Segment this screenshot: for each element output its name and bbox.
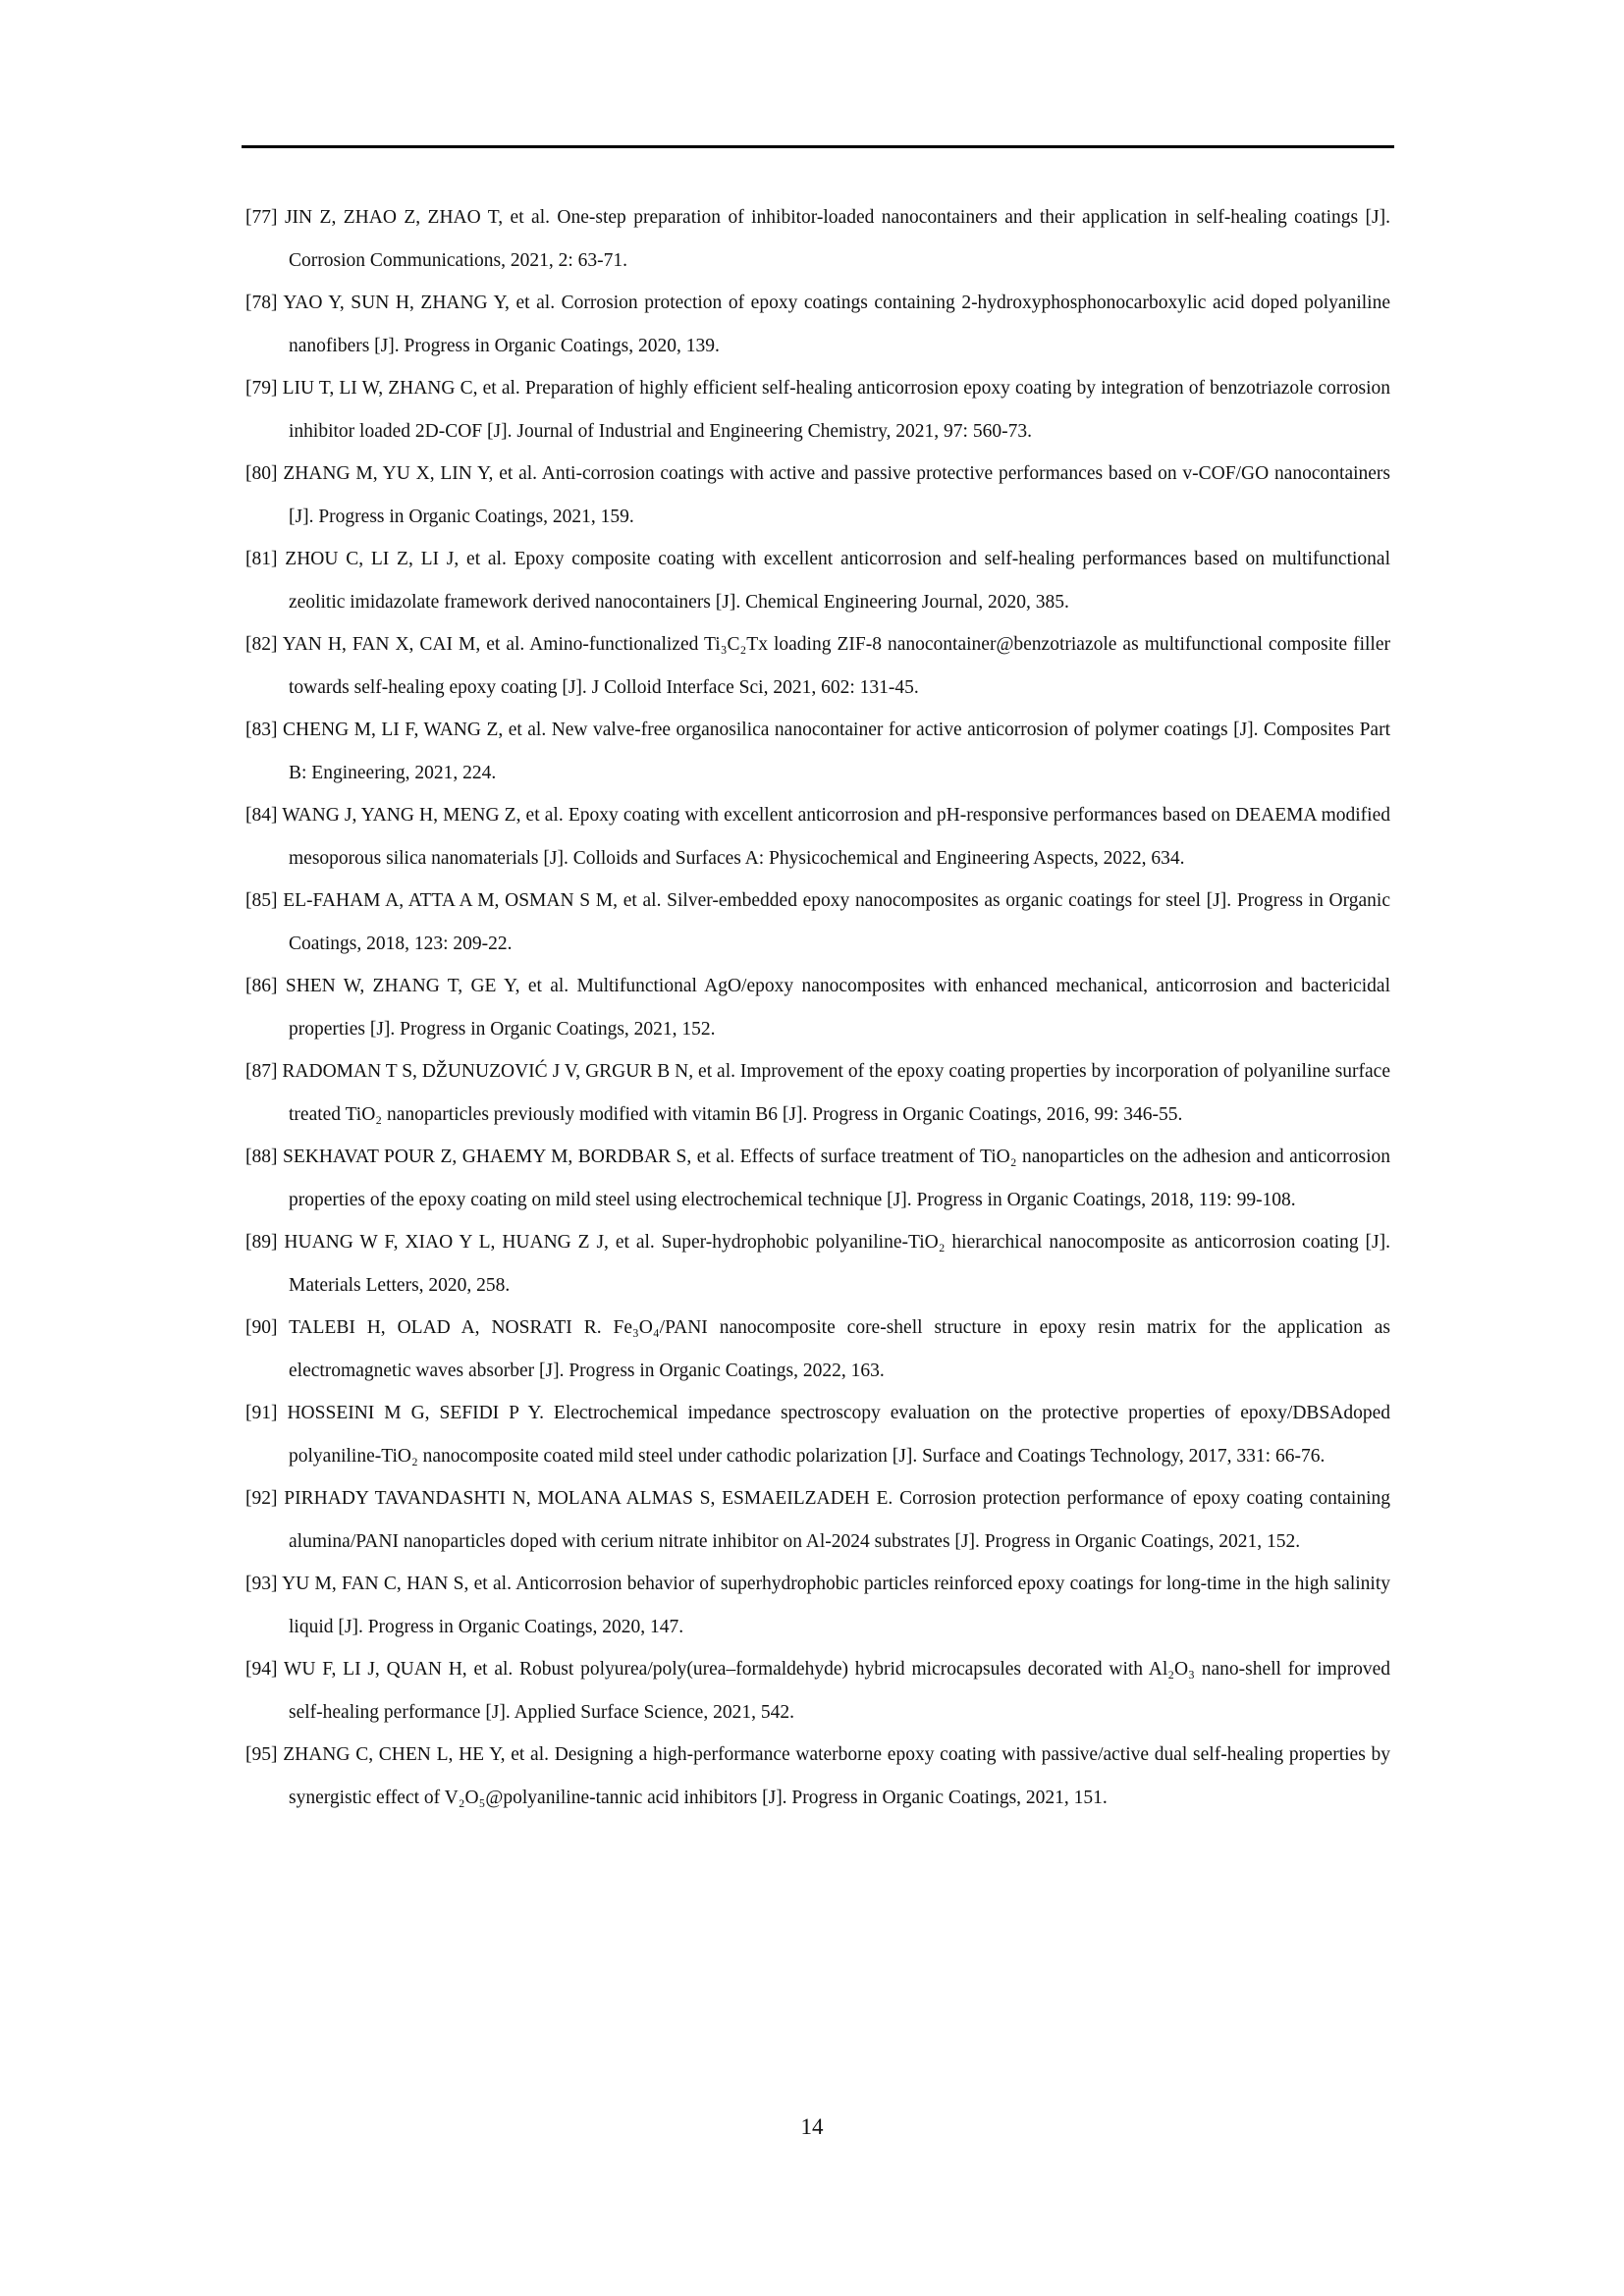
reference-item <box>245 282 1390 367</box>
reference-text: WANG J, YANG H, MENG Z, et al. Epoxy coating with excellent anticorrosion and pH-responsive performances based on DEAEMA modified mesoporous silica nanomaterials [J]. Colloids and Surfaces A: Physicochemical and Engineering Aspects, 2022, 634. <box>282 805 1391 869</box>
reference-number: [87] <box>245 1061 278 1082</box>
reference-text: HUANG W F, XIAO Y L, HUANG Z J, et al. Super-hydrophobic polyaniline-TiO₂ hierarchical nanocomposite as anticorrosion coating [J]. Materials Letters, 2020, 258. <box>284 1232 1391 1296</box>
reference-item <box>245 367 1390 453</box>
reference-number: [85] <box>245 890 278 911</box>
reference-item <box>245 794 1390 880</box>
reference-text: TALEBI H, OLAD A, NOSRATI R. Fe₃O₄/PANI nanocomposite core-shell structure in epoxy resin matrix for the application as electromagnetic waves absorber [J]. Progress in Organic Coatings, 2022, 163. <box>289 1317 1390 1381</box>
reference-number: [95] <box>245 1744 278 1765</box>
reference-list <box>245 196 1390 1819</box>
reference-item <box>245 1392 1390 1477</box>
reference-item <box>245 1136 1390 1221</box>
reference-text: HOSSEINI M G, SEFIDI P Y. Electrochemical impedance spectroscopy evaluation on the protective properties of epoxy/DBSAdoped polyaniline-TiO₂ nanocomposite coated mild steel under cathodic polarization [J]. Surface and Coatings Technology, 2017, 331: 66-76. <box>287 1403 1390 1467</box>
reference-item <box>245 538 1390 623</box>
reference-text: YAO Y, SUN H, ZHANG Y, et al. Corrosion protection of epoxy coatings containing 2-hydroxyphosphonocarboxylic acid doped polyaniline nanofibers [J]. Progress in Organic Coatings, 2020, 139. <box>283 293 1391 356</box>
reference-item <box>245 965 1390 1050</box>
reference-item <box>245 1648 1390 1734</box>
reference-item <box>245 1050 1390 1136</box>
reference-text: RADOMAN T S, DŽUNUZOVIĆ J V, GRGUR B N, et al. Improvement of the epoxy coating properties by incorporation of polyaniline surface treated TiO₂ nanoparticles previously modified with vitamin B6 [J]. Progress in Organic Coatings, 2016, 99: 346-55. <box>282 1061 1390 1125</box>
reference-number: [81] <box>245 549 278 569</box>
reference-number: [94] <box>245 1659 278 1680</box>
reference-text: ZHANG C, CHEN L, HE Y, et al. Designing a high-performance waterborne epoxy coating with passive/active dual self-healing properties by synergistic effect of V₂O₅@polyaniline-tannic acid inhibitors [J]. Progress in Organic Coatings, 2021, 151. <box>283 1744 1391 1808</box>
reference-number: [89] <box>245 1232 278 1253</box>
reference-item <box>245 1734 1390 1819</box>
reference-number: [91] <box>245 1403 278 1423</box>
page-number: 14 <box>800 2114 824 2139</box>
reference-item <box>245 453 1390 538</box>
reference-text: CHENG M, LI F, WANG Z, et al. New valve-free organosilica nanocontainer for active anticorrosion of polymer coatings [J]. Composites Part B: Engineering, 2021, 224. <box>282 720 1391 783</box>
reference-text: YAN H, FAN X, CAI M, et al. Amino-functionalized Ti₃C₂Tx loading ZIF-8 nanocontainer@benzotriazole as multifunctional composite filler towards self-healing epoxy coating [J]. J Colloid Interface Sci, 2021, 602: 131-45. <box>282 634 1390 698</box>
reference-item <box>245 1221 1390 1307</box>
reference-number: [79] <box>245 378 278 399</box>
reference-text: SEKHAVAT POUR Z, GHAEMY M, BORDBAR S, et al. Effects of surface treatment of TiO₂ nanoparticles on the adhesion and anticorrosion properties of the epoxy coating on mild steel using electrochemical technique [J]. Progress in Organic Coatings, 2018, 119: 99-108. <box>282 1147 1390 1210</box>
reference-item <box>245 1477 1390 1563</box>
reference-number: [78] <box>245 293 278 313</box>
reference-number: [92] <box>245 1488 278 1509</box>
reference-text: PIRHADY TAVANDASHTI N, MOLANA ALMAS S, ESMAEILZADEH E. Corrosion protection performance of epoxy coating containing alumina/PANI nanoparticles doped with cerium nitrate inhibitor on Al-2024 substrates [J]. Progress in Organic Coatings, 2021, 152. <box>284 1488 1390 1552</box>
header-rule <box>242 145 1394 148</box>
reference-text: SHEN W, ZHANG T, GE Y, et al. Multifunctional AgO/epoxy nanocomposites with enhanced mechanical, anticorrosion and bactericidal properties [J]. Progress in Organic Coatings, 2021, 152. <box>285 976 1391 1040</box>
reference-number: [88] <box>245 1147 278 1167</box>
reference-text: JIN Z, ZHAO Z, ZHAO T, et al. One-step preparation of inhibitor-loaded nanocontainers and their application in self-healing coatings [J]. Corrosion Communications, 2021, 2: 63-71. <box>284 207 1390 271</box>
reference-number: [90] <box>245 1317 278 1338</box>
reference-number: [80] <box>245 463 278 484</box>
reference-text: ZHANG M, YU X, LIN Y, et al. Anti-corrosion coatings with active and passive protective performances based on v-COF/GO nanocontainers [J]. Progress in Organic Coatings, 2021, 159. <box>283 463 1391 527</box>
reference-text: EL-FAHAM A, ATTA A M, OSMAN S M, et al. Silver-embedded epoxy nanocomposites as organic coatings for steel [J]. Progress in Organic Coatings, 2018, 123: 209-22. <box>283 890 1390 954</box>
reference-item <box>245 880 1390 965</box>
reference-item <box>245 623 1390 709</box>
reference-number: [77] <box>245 207 278 228</box>
reference-text: ZHOU C, LI Z, LI J, et al. Epoxy composite coating with excellent anticorrosion and self-healing performances based on multifunctional zeolitic imidazolate framework derived nanocontainers [J]. Chemical Engineering Journal, 2020, 385. <box>285 549 1390 613</box>
reference-item <box>245 196 1390 282</box>
reference-number: [84] <box>245 805 278 826</box>
reference-item <box>245 1307 1390 1392</box>
reference-item <box>245 709 1390 794</box>
reference-number: [83] <box>245 720 278 740</box>
reference-item <box>245 1563 1390 1648</box>
reference-number: [86] <box>245 976 278 996</box>
reference-text: WU F, LI J, QUAN H, et al. Robust polyurea/poly(urea–formaldehyde) hybrid microcapsules decorated with Al₂O₃ nano-shell for improved self-healing performance [J]. Applied Surface Science, 2021, 542. <box>283 1659 1390 1723</box>
reference-number: [93] <box>245 1574 278 1594</box>
reference-number: [82] <box>245 634 278 655</box>
reference-text: LIU T, LI W, ZHANG C, et al. Preparation of highly efficient self-healing anticorrosion epoxy coating by integration of benzotriazole corrosion inhibitor loaded 2D-COF [J]. Journal of Industrial and Engineering Chemistry, 2021, 97: 560-73. <box>282 378 1390 442</box>
reference-text: YU M, FAN C, HAN S, et al. Anticorrosion behavior of superhydrophobic particles reinforced epoxy coatings for long-time in the high salinity liquid [J]. Progress in Organic Coatings, 2020, 147. <box>282 1574 1390 1637</box>
